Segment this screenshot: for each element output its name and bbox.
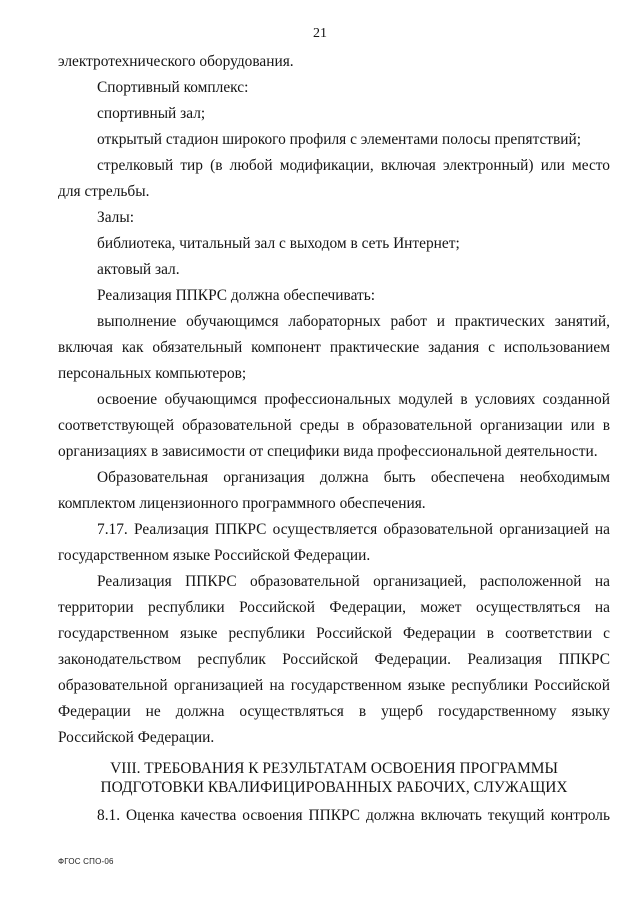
paragraph-provide: Реализация ППКРС должна обеспечивать: [97,287,376,304]
paragraph-sport-complex: Спортивный комплекс: [97,79,249,96]
paragraph-7-17: 7.17. Реализация ППКРС осуществляется образовательной организацией на государственном языке Российской Федерации. [58,521,610,564]
paragraph-stadium: открытый стадион широкого профиля с элементами полосы препятствий; [97,131,582,148]
paragraph-halls: Залы: [97,209,134,226]
paragraph-sport-hall: спортивный зал; [97,105,206,122]
section-heading-line-2: ПОДГОТОВКИ КВАЛИФИЦИРОВАННЫХ РАБОЧИХ, СЛУЖАЩИХ [100,779,568,796]
paragraph-8-1: 8.1. Оценка качества освоения ППКРС должна включать текущий контроль [97,807,610,824]
section-heading [58,759,610,797]
paragraph-republic-language: Реализация ППКРС образовательной организацией, расположенной на территории республики Российской Федерации, может осуществляться на государственном языке республики Российской Федерации в соответствии с законодательством республик Российской Федерации. Реализация ППКРС образовательной организацией на государственном языке республики Российской Федерации не должна осуществляться в ущерб государственному языку Российской Федерации. [58,573,610,746]
paragraph-shooting-range: стрелковый тир (в любой модификации, включая электронный) или место для стрельбы. [58,157,610,200]
paragraph-library: библиотека, читальный зал с выходом в сеть Интернет; [97,235,460,252]
paragraph-continuation: электротехнического оборудования. [58,53,294,70]
footer-code: ФГОС СПО-06 [58,857,114,866]
paragraph-software: Образовательная организация должна быть обеспечена необходимым комплектом лицензионного программного обеспечения. [58,469,610,512]
section-heading-line-1: VIII. ТРЕБОВАНИЯ К РЕЗУЛЬТАТАМ ОСВОЕНИЯ ПРОГРАММЫ [110,760,558,777]
paragraph-assembly-hall: актовый зал. [97,261,180,278]
page-number: 21 [313,26,327,41]
paragraph-modules: освоение обучающимся профессиональных модулей в условиях созданной соответствующей образовательной среды в образовательной организации или в организациях в зависимости от специфики вида профессиональной деятельности. [58,391,610,460]
paragraph-lab-work: выполнение обучающимся лабораторных работ и практических занятий, включая как обязательный компонент практические задания с использованием персональных компьютеров; [58,313,610,382]
document-body [58,49,610,829]
